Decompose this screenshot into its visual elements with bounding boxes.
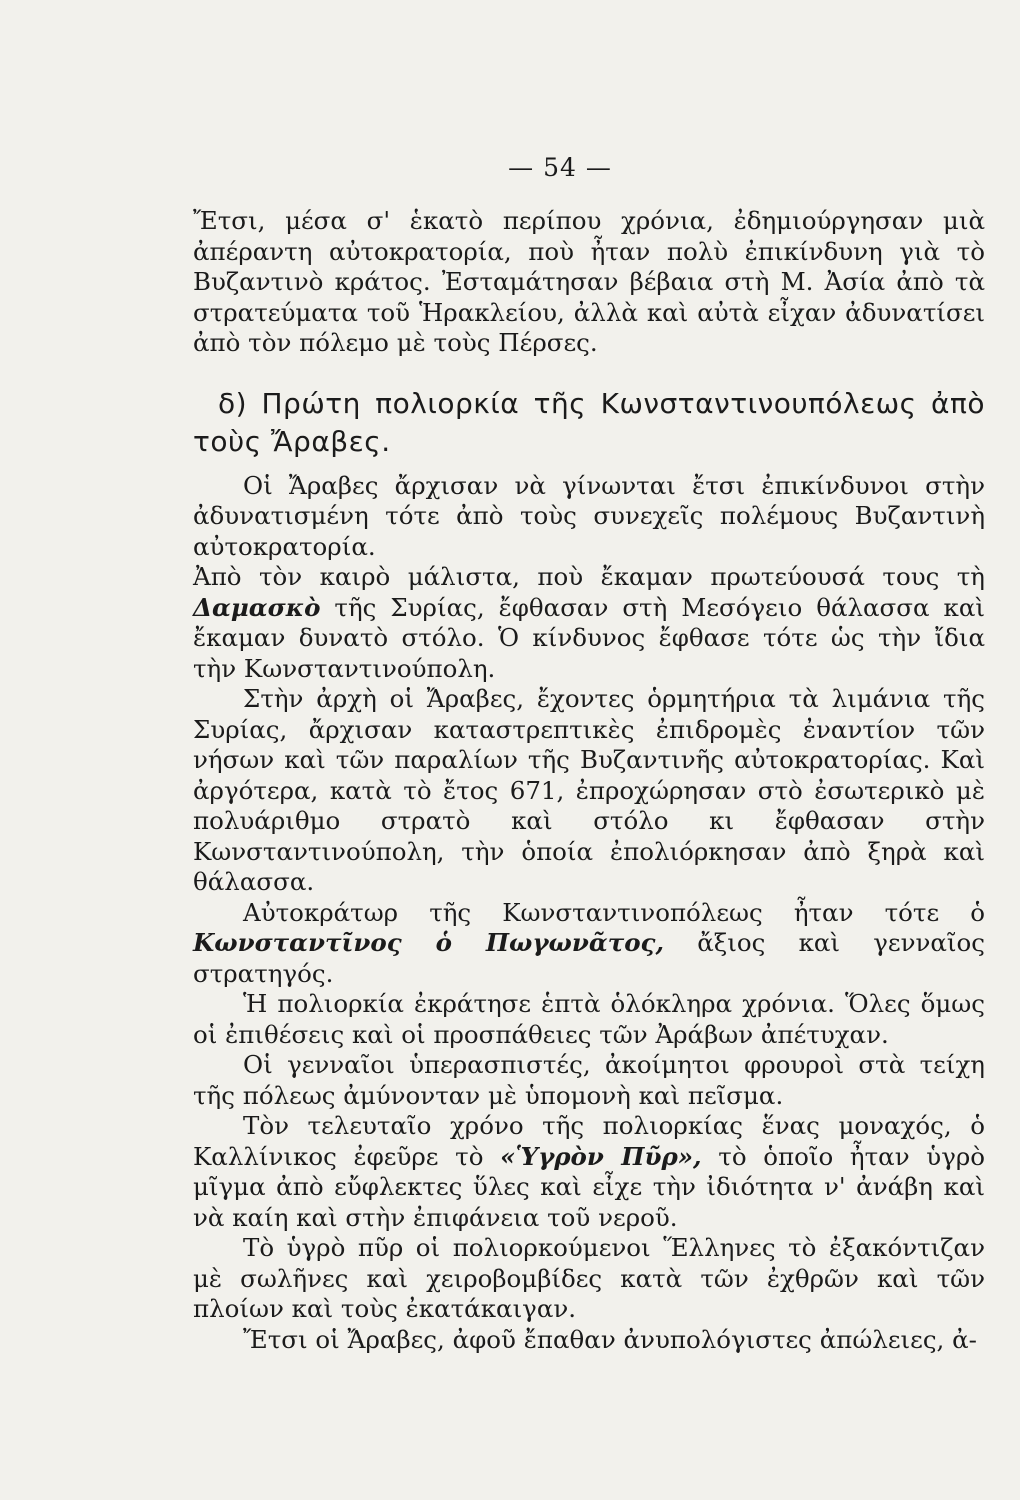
paragraph-5: Ἡ πολιορκία ἐκράτησε ἑπτὰ ὁλόκληρα χρόνια. Ὅλες ὅμως οἱ ἐπιθέσεις καὶ οἱ προσπάθειες τῶν Ἀράβων ἀπέτυχαν. <box>193 989 985 1049</box>
page-number: — 54 — <box>508 153 612 182</box>
paragraph-7 <box>193 1111 985 1233</box>
section-heading-text: Πρώτη πολιορκία τῆς Κωνσταντινουπόλεως ἀπὸ τοὺς Ἄραβες. <box>193 386 985 458</box>
emperor-name-emphasis: Κωνσταντῖνος ὁ Πωγωνᾶτος, <box>193 928 664 957</box>
section-heading-number: δ) <box>218 386 248 420</box>
paragraph-4 <box>193 898 985 990</box>
page-body <box>193 206 985 1355</box>
paragraph-4-part-2: ἄξιος καὶ γενναῖος στρατηγός. <box>193 928 986 988</box>
intro-paragraph: Ἔτσι, μέσα σ' ἑκατὸ περίπου χρόνια, ἐδημιούργησαν μιὰ ἀπέραντη αὐτοκρατορία, ποὺ ἦταν πολὺ ἐπικίνδυνη γιὰ τὸ Βυζαντινὸ κράτος. Ἐσταμάτησαν βέβαια στὴ Μ. Ἀσία ἀπὸ τὰ στρατεύματα τοῦ Ἡρακλείου, ἀλλὰ καὶ αὐτὰ εἶχαν ἀδυνατίσει ἀπὸ τὸν πόλεμο μὲ τοὺς Πέρσες. <box>193 206 985 357</box>
damascus-emphasis: Δαμασκὸ <box>193 592 321 622</box>
section-heading <box>193 385 985 461</box>
paragraph-7-part-2: τὸ ὁποῖο ἦταν ὑγρὸ μῖγμα ἀπὸ εὔφλεκτες ὕλες καὶ εἶχε τὴν ἰδιότητα ν' ἀνάβη καὶ νὰ καίη καὶ στὴν ἐπιφάνεια τοῦ νεροῦ. <box>193 1141 985 1232</box>
paragraph-6: Οἱ γενναῖοι ὑπερασπιστές, ἀκοίμητοι φρουροὶ στὰ τείχη τῆς πόλεως ἀμύνονταν μὲ ὑπομονὴ καὶ πεῖσμα. <box>193 1050 985 1110</box>
paragraph-3: Στὴν ἀρχὴ οἱ Ἄραβες, ἔχοντες ὁρμητήρια τὰ λιμάνια τῆς Συρίας, ἄρχισαν καταστρεπτικὲς ἐπιδρομὲς ἐναντίον τῶν νήσων καὶ τῶν παραλίων τῆς Βυζαντινῆς αὐτοκρατορίας. Καὶ ἀργότερα, κατὰ τὸ ἔτος 671, ἐπροχώρησαν στὸ ἐσωτερικὸ μὲ πολυάριθμο στρατὸ καὶ στόλο κι ἔφθασαν στὴν Κωνσταντινούπολη, τὴν ὁποία ἐπολιόρκησαν ἀπὸ ξηρὰ καὶ θάλασσα. <box>193 684 985 896</box>
paragraph-2-part-2: τῆς Συρίας, ἔφθασαν στὴ Μεσόγειο θάλασσα καὶ ἔκαμαν δυνατὸ στόλο. Ὁ κίνδυνος ἔφθασε τότε ὡς τὴν ἴδια τὴν Κωνσταντινούπολη. <box>193 592 985 683</box>
paragraph-4-part-1: Αὐτοκράτωρ τῆς Κωνσταντινοπόλεως ἦταν τότε ὁ <box>243 897 985 927</box>
greek-fire-emphasis: «Ὑγρὸν Πῦρ», <box>500 1141 702 1171</box>
paragraph-2-part-1: Ἀπὸ τὸν καιρὸ μάλιστα, ποὺ ἔκαμαν πρωτεύουσά τους τὴ <box>193 562 985 591</box>
paragraph-2 <box>193 562 985 684</box>
paragraph-8: Τὸ ὑγρὸ πῦρ οἱ πολιορκούμενοι Ἕλληνες τὸ ἐξακόντιζαν μὲ σωλῆνες καὶ χειροβομβίδες κατὰ τῶν ἐχθρῶν καὶ τῶν πλοίων καὶ τοὺς ἐκατάκαιγαν. <box>193 1233 985 1323</box>
paragraph-1: Οἱ Ἄραβες ἄρχισαν νὰ γίνωνται ἔτσι ἐπικίνδυνοι στὴν ἀδυνατισμένη τότε ἀπὸ τοὺς συνεχεῖς πολέμους Βυζαντινὴ αὐτοκρατορία. <box>193 470 985 561</box>
paragraph-9: Ἔτσι οἱ Ἄραβες, ἀφοῦ ἔπαθαν ἀνυπολόγιστες ἀπώλειες, ἀ- <box>243 1324 977 1354</box>
paragraph-7-part-1: Τὸν τελευταῖο χρόνο τῆς πολιορκίας ἕνας μοναχός, ὁ Καλλίνικος ἐφεῦρε τὸ <box>193 1111 985 1171</box>
